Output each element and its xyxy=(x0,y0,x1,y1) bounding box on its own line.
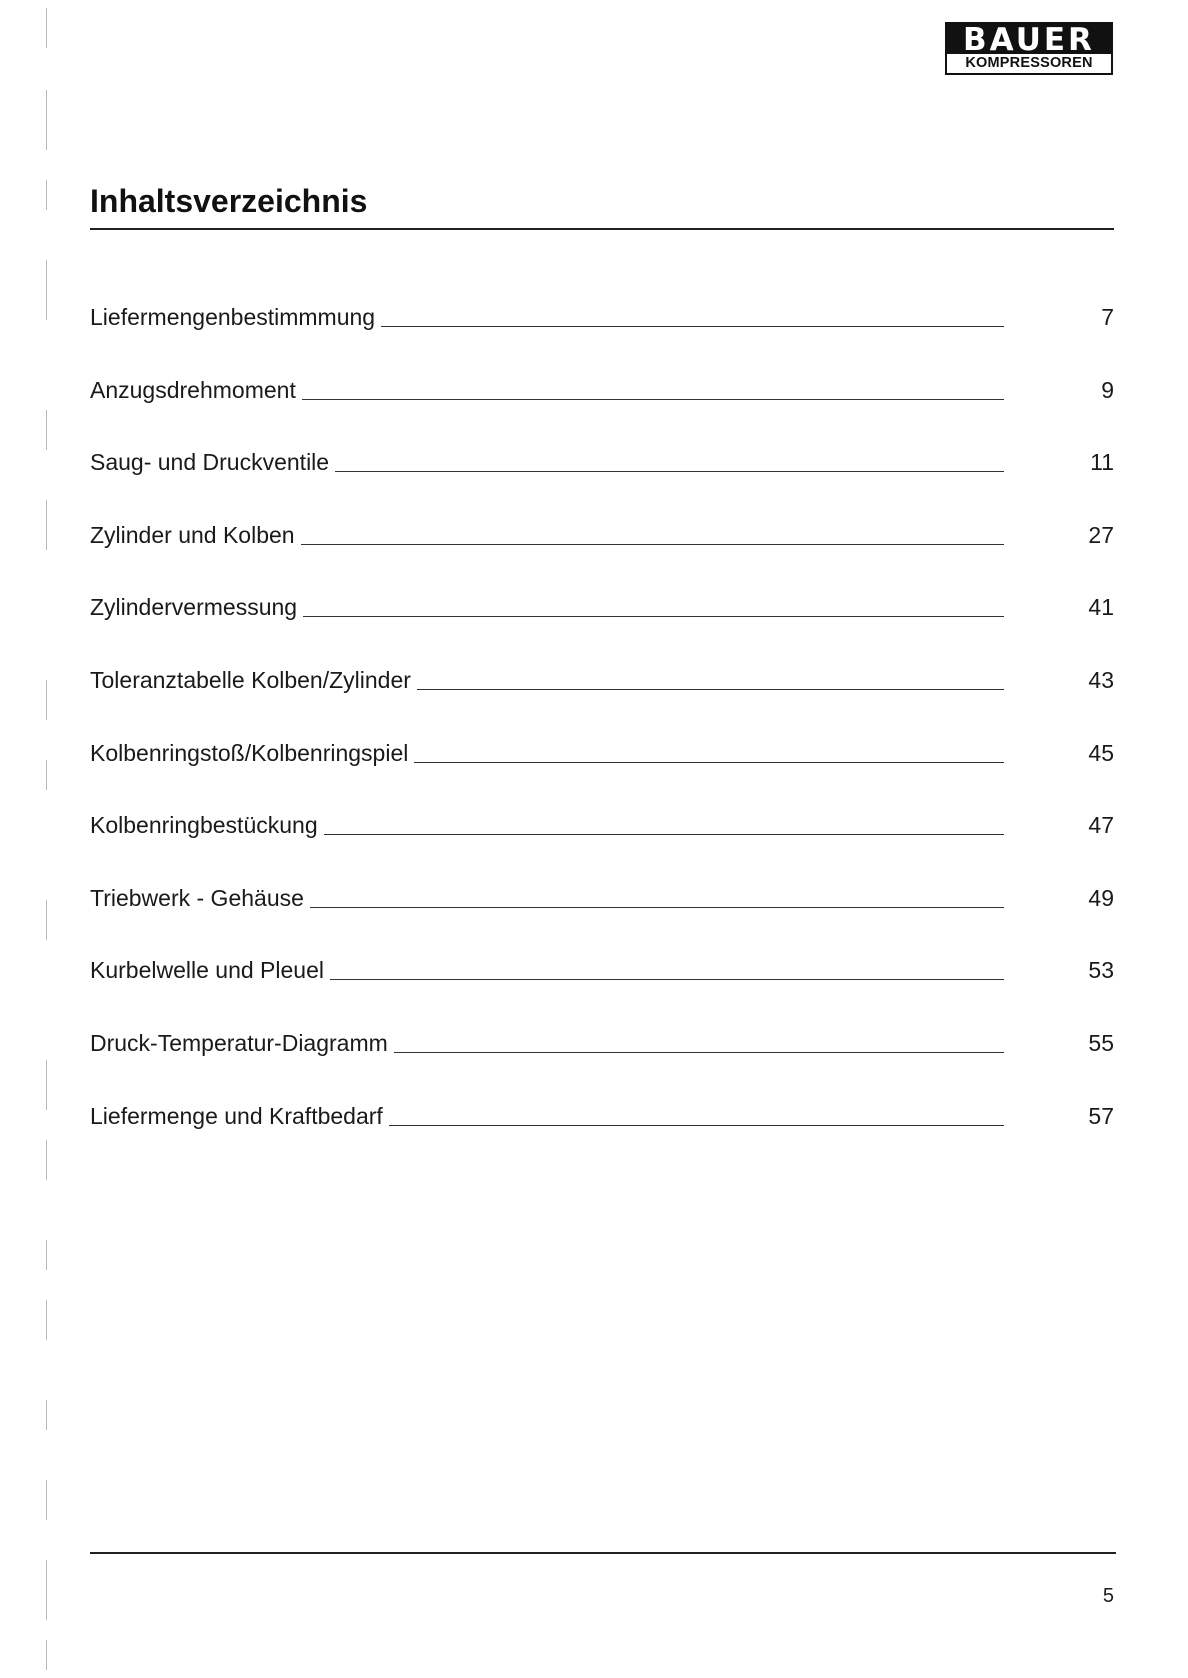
toc-leader-line xyxy=(324,834,1004,835)
toc-leader-line xyxy=(302,399,1004,400)
toc-entry[interactable] xyxy=(90,736,1114,809)
toc-entry-page: 47 xyxy=(1088,812,1114,839)
toc-leader-line xyxy=(335,471,1004,472)
footer-rule xyxy=(90,1552,1116,1554)
toc-entry-label: Triebwerk - Gehäuse xyxy=(90,884,304,911)
toc-entry[interactable] xyxy=(90,373,1114,446)
toc-entry-label: Anzugsdrehmoment xyxy=(90,376,296,403)
toc-entry[interactable] xyxy=(90,445,1114,518)
toc-entry-label: Toleranztabelle Kolben/Zylinder xyxy=(90,666,411,693)
toc-entry-page: 9 xyxy=(1101,376,1114,403)
toc-leader-line xyxy=(301,544,1004,545)
toc-entry-label: Kolbenringstoß/Kolbenringspiel xyxy=(90,739,409,766)
toc-entry[interactable] xyxy=(90,518,1114,591)
toc-entry-label: Druck-Temperatur-Diagramm xyxy=(90,1029,388,1056)
toc-entry[interactable] xyxy=(90,1026,1114,1099)
toc-entry-page: 11 xyxy=(1090,449,1114,476)
toc-entry-page: 49 xyxy=(1088,884,1114,911)
toc-leader-line xyxy=(394,1052,1004,1053)
toc-entry[interactable] xyxy=(90,300,1114,373)
toc-leader-line xyxy=(330,979,1004,980)
toc-leader-line xyxy=(389,1125,1004,1126)
toc-entry-page: 45 xyxy=(1088,739,1114,766)
toc-entry-label: Kolbenringbestückung xyxy=(90,812,318,839)
toc-entry[interactable] xyxy=(90,663,1114,736)
toc-entry-label: Zylinder und Kolben xyxy=(90,521,295,548)
toc-entry-page: 7 xyxy=(1101,304,1114,330)
toc-entry-page: 53 xyxy=(1088,957,1114,984)
toc-entry-label: Zylindervermessung xyxy=(90,594,298,621)
toc-entry-page: 43 xyxy=(1088,666,1114,693)
toc-entry-label: Liefermenge und Kraftbedarf xyxy=(90,1102,383,1129)
toc-entry[interactable] xyxy=(90,808,1114,881)
toc-leader-line xyxy=(414,762,1004,763)
toc-entry[interactable] xyxy=(90,1099,1114,1172)
toc-entry[interactable] xyxy=(90,881,1114,954)
toc-entry-page: 27 xyxy=(1088,521,1114,548)
toc-entry-page: 57 xyxy=(1088,1102,1114,1129)
scan-edge-artifact xyxy=(46,0,49,1678)
page-number: 5 xyxy=(1102,1585,1114,1607)
title-underline xyxy=(90,228,1114,230)
toc-entry-page: 55 xyxy=(1088,1029,1114,1056)
logo-subtitle: KOMPRESSOREN xyxy=(945,54,1113,75)
toc-entry[interactable] xyxy=(90,590,1114,663)
bauer-kompressoren-logo xyxy=(945,22,1113,77)
toc-entry-label: Liefermengenbestimmmung xyxy=(90,304,376,330)
toc-leader-line xyxy=(303,616,1004,617)
toc-leader-line xyxy=(417,689,1004,690)
toc-entry-label: Kurbelwelle und Pleuel xyxy=(90,957,324,984)
table-of-contents xyxy=(90,300,1114,1171)
page-title: Inhaltsverzeichnis xyxy=(90,183,368,219)
toc-entry-label: Saug- und Druckventile xyxy=(90,449,330,476)
toc-entry[interactable] xyxy=(90,953,1114,1026)
logo-brand: BAUER xyxy=(945,22,1113,54)
toc-leader-line xyxy=(310,907,1004,908)
toc-entry-page: 41 xyxy=(1088,594,1114,621)
toc-leader-line xyxy=(381,326,1004,327)
